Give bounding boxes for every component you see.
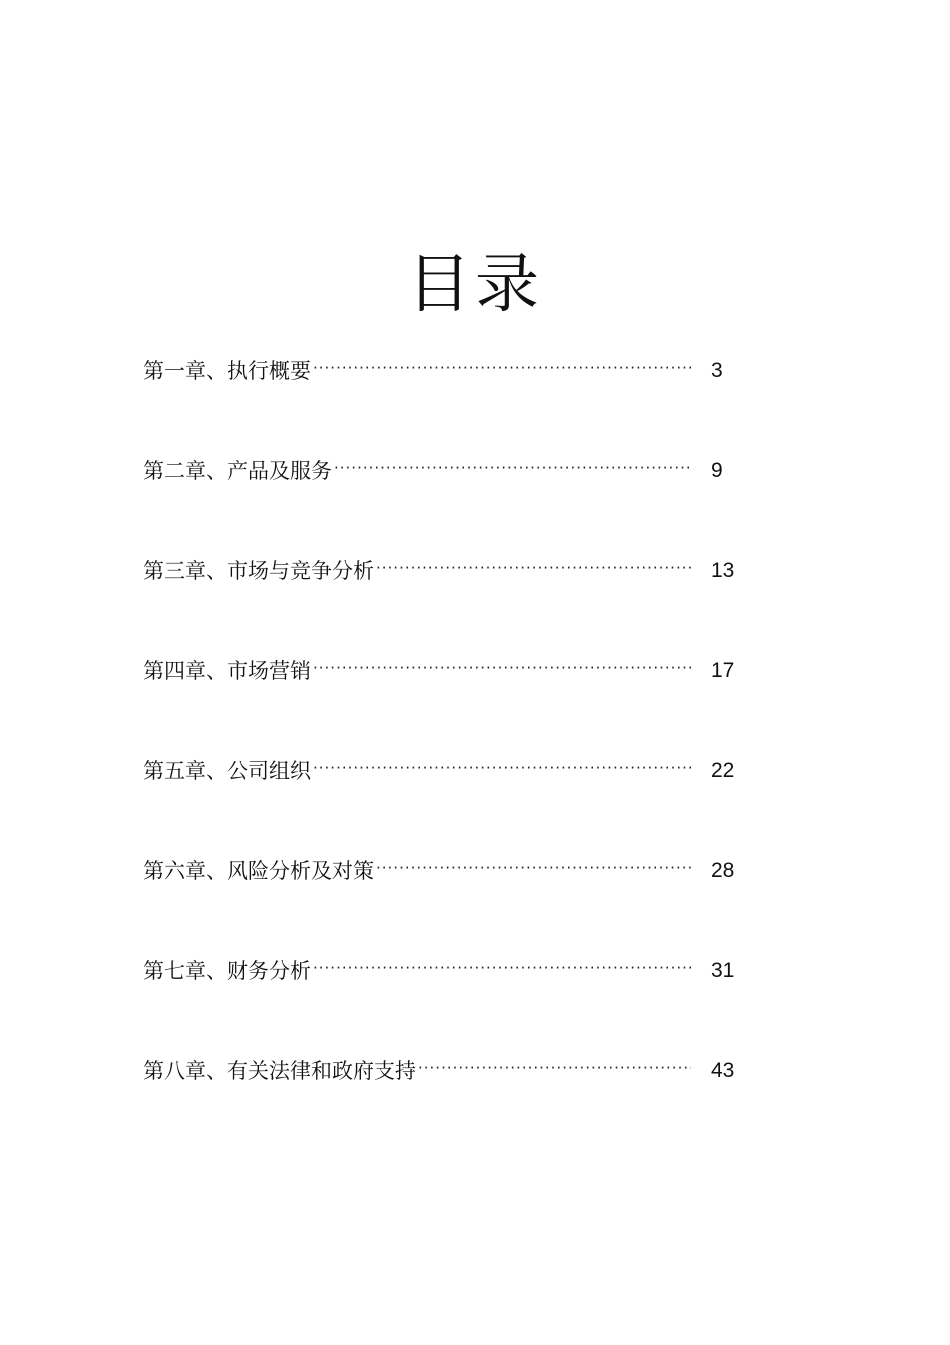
- toc-entry-label: 第三章、市场与竞争分析: [143, 559, 374, 583]
- toc-entry-2[interactable]: [143, 446, 763, 546]
- dot-leader: [313, 646, 691, 693]
- toc-entry-label: 第七章、财务分析: [143, 959, 311, 983]
- dot-leader: [313, 346, 691, 393]
- toc-entry-page: 31: [711, 959, 735, 982]
- toc-entry-line: [143, 746, 691, 796]
- toc-entry-page: 28: [711, 859, 735, 882]
- toc-entry-3[interactable]: [143, 546, 763, 646]
- toc-entry-line: [143, 646, 691, 696]
- dot-leader: [418, 1046, 691, 1093]
- toc-entry-label: 第四章、市场营销: [143, 659, 311, 683]
- toc-title: 目录: [407, 247, 543, 322]
- toc-entry-1[interactable]: [143, 346, 763, 446]
- toc-entry-label: 第一章、执行概要: [143, 359, 311, 383]
- dot-leader: [313, 946, 691, 993]
- toc-entry-line: [143, 846, 691, 896]
- dot-leader: [376, 846, 691, 893]
- toc-entry-label: 第五章、公司组织: [143, 759, 311, 783]
- toc-entry-line: [143, 1046, 691, 1096]
- toc-entry-5[interactable]: [143, 746, 763, 846]
- toc-entry-label: 第八章、有关法律和政府支持: [143, 1059, 416, 1083]
- toc-entry-page: 9: [711, 459, 723, 482]
- toc-entry-line: [143, 346, 691, 396]
- toc-entry-4[interactable]: [143, 646, 763, 746]
- toc-entry-page: 43: [711, 1059, 735, 1082]
- toc-entry-line: [143, 946, 691, 996]
- toc-entry-label: 第六章、风险分析及对策: [143, 859, 374, 883]
- dot-leader: [334, 446, 691, 493]
- toc-entry-page: 3: [711, 359, 723, 382]
- toc-entry-8[interactable]: [143, 1046, 763, 1146]
- toc-entry-line: [143, 546, 691, 596]
- table-of-contents: [143, 346, 763, 1146]
- toc-entry-7[interactable]: [143, 946, 763, 1046]
- dot-leader: [376, 546, 691, 593]
- toc-entry-page: 17: [711, 659, 735, 682]
- toc-entry-page: 22: [711, 759, 735, 782]
- dot-leader: [313, 746, 691, 793]
- toc-entry-line: [143, 446, 691, 496]
- toc-entry-6[interactable]: [143, 846, 763, 946]
- toc-entry-page: 13: [711, 559, 735, 582]
- toc-entry-label: 第二章、产品及服务: [143, 459, 332, 483]
